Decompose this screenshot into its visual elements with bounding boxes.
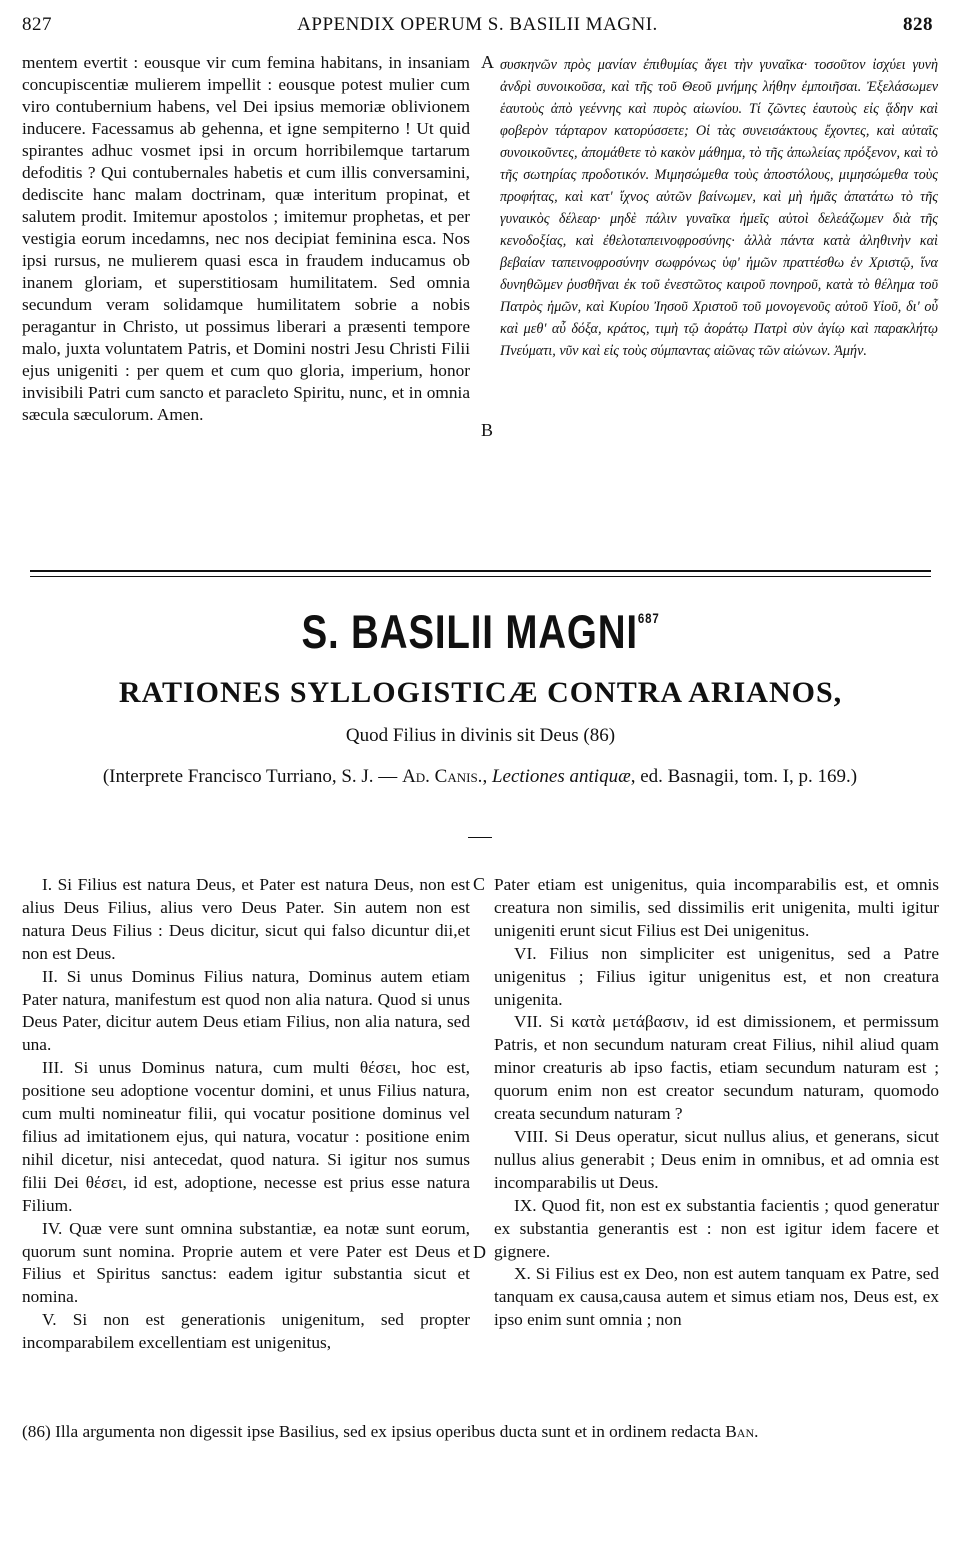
footnote-abbreviation: Ban.: [725, 1422, 759, 1441]
page-number-left: 827: [22, 14, 52, 35]
interp-part-d: Lectiones antiquæ: [491, 766, 631, 787]
short-dash-divider: [468, 837, 492, 838]
work-subtitle-secondary: Quod Filius in divinis sit Deus (86): [345, 725, 616, 746]
margin-marker-d: D: [473, 1242, 486, 1262]
argument-continuation: Pater etiam est unigenitus, quia incomparabilis est, et omnis creatura non similis, sed dissimilis erit unigenita, multi igitur unigeniti erunt sicut Filius est Dei unigenitus.: [494, 875, 939, 940]
margin-marker-c: C: [473, 874, 486, 894]
section-divider-thick: [30, 570, 931, 572]
argument-paragraph: X. Si Filius est ex Deo, non est autem tanquam ex Patre, sed tanquam ex causa,causa autem et simus etiam nos, Deus est, ex ipso enim sunt omnia ; non: [494, 1264, 939, 1330]
footnote: [22, 1421, 937, 1443]
page-header: [22, 14, 933, 40]
argument-paragraph: IV. Quæ vere sunt omnina substantiæ, ea notæ sunt eorum, quorum sunt nomina. Proprie autem et vere Pater est Deus et Filius et Spiritus sanctus: eadem igitur substantia sicut et nomina.: [22, 1218, 470, 1307]
latin-text-column: mentem evertit : eousque vir cum femina habitans, in insaniam concupiscentiæ mulierem impellit : eousque potest mulier cum viro contubernium habens, vel Dei ipsius memoriæ oblivionem inducere. Facessamus ab gehenna, et igne sempiterno ! Ut quid spirantes adhuc vosmet ipsi in orcum horribilemque tartarum defoditis ? Qui contubernales habetis et cum illis conversamini, dediscite hanc malam doctrinam, quæ interitum propinat, et salutem prodit. Imitemur apostolos ; imitemur prophetas, et per vestigia eorum incedamns, nec nos decipiat feminina esca. Nos ipsi rursus, ne mulierem quasi esca in fraudem inducamus ob inanem gloriam, et superstitiosam humilitatem. Sed omnia secundum veram solidamque humilitatem sobrie a nobis peragantur in Christo, ut possimus liberari a præsenti tempore malo, juxta voluntatem Patris, et Domini nostri Jesu Christi Filii ejus unigeniti : per quem et cum quo gloria, imperium, honor invisibili Patri cum sancto et paracleto Spiritu, nunc, et in omnia sæcula sæculorum. Amen.: [22, 53, 470, 424]
work-title-superscript: 687: [637, 610, 660, 626]
page-number-right: 828: [903, 14, 933, 35]
interp-part-a: (Interprete Francisco Turriano, S. J. —: [102, 766, 403, 787]
argument-paragraph: VIII. Si Deus operatur, sicut nullus alius, et generans, sicut nullus alius generabit ; Deus enim in omnibus, et ad omnia est incomparabilis ut Deus.: [494, 1126, 939, 1192]
interp-part-e: , ed. Basnagii, tom. I, p. 169.): [630, 766, 858, 787]
argument-paragraph: VII. Si κατὰ μετάβασιν, id est dimissionem, et permissum Patris, et non secundum naturam creat Filius, nihil aliud quam minor creaturis ab ipso factis, etiam secundum naturam est ; quorum enim non est creator secundum naturam, quomodo creata secundum naturam ?: [494, 1012, 939, 1124]
work-title: [86, 604, 874, 659]
arguments-right-column: [494, 874, 939, 1332]
work-subtitle: RATIONES SYLLOGISTICÆ CONTRA ARIANOS,: [118, 676, 843, 709]
interp-part-c: ,: [482, 766, 492, 787]
interpreter-note: [100, 765, 860, 789]
argument-paragraph: I. Si Filius est natura Deus, et Pater est natura Deus, non est alius Deus Filius, alius vero Deus Pater. Sin autem non est natura Deus Filius : Deus dicitur, sicut qui falso dicuntur dii,et non est Deus.: [22, 875, 470, 963]
section-divider-thin: [30, 576, 931, 577]
argument-paragraph: IX. Quod fit, non est ex substantia facientis ; quod generatur ex substantia generantis est : non est igitur idem facere et gignere.: [494, 1195, 939, 1261]
interp-part-b: Ad. Canis.: [402, 766, 483, 787]
margin-marker-a: A: [481, 52, 494, 72]
arguments-left-column: [22, 874, 470, 1355]
argument-paragraph: II. Si unus Dominus Filius natura, Dominus autem etiam Pater natura, manifestum est quod non alia natura. Quod si unus Deus Pater, dicitur autem Deus etiam Filius, non alia natura, sed una.: [22, 966, 470, 1055]
greek-text-column: συσκηνῶν πρὸς μανίαν ἐπιθυμίας ἄγει τὴν γυναῖκα· τοσοῦτον ἰσχύει γυνὴ ἀνδρὶ συνοικοῦσα, καὶ τῆς τοῦ Θεοῦ μνήμης λήθην ἐμποιῆσαι. Ἐξελάσωμεν ἑαυτοὺς ἀπὸ γεέννης καὶ πυρὸς αἰωνίου. Τί ζῶντες ἑαυτοὺς εἰς ᾅδην καὶ φοβερὸν τάρταρον κατορύσσετε; Οἱ τὰς συνεισάκτους ἔχοντες, καὶ αὐταῖς συνοικοῦντες, ἀπομάθετε τὸ κακὸν μάθημα, τὸ τῆς ἀπωλείας πρόξενον, καὶ τὸ τῆς σωτηρίας προδοτικόν. Μιμησώμεθα τοὺς ἀποστόλους, μιμησώμεθα τοὺς προφήτας, καὶ κατ' ἴχνος αὐτῶν βαίνωμεν, καὶ μὴ ἡμᾶς ἀπατάτω τὸ τῆς γυναικὸς δέλεαρ· μηδὲ πάλιν γυναῖκα ἡμεῖς αὐτοὶ δελεάζωμεν διὰ τῆς κενοδοξίας, καὶ ἐθελοταπεινοφροσύνης· ἀλλὰ πάντα κατὰ ἀληθινὴν καὶ βεβαίαν ταπεινοφροσύνην σωφρόνως ὑφ' ἡμῶν πραττέσθω ἐν Χριστῷ, ἵνα δυνηθῶμεν ῥυσθῆναι ἐκ τοῦ ἐνεστῶτος καιροῦ πονηροῦ, κατὰ τὸ θέλημα τοῦ Πατρὸς ἡμῶν, καὶ Κυρίου Ἰησοῦ Χριστοῦ τοῦ μονογενοῦς αὐτοῦ Υἱοῦ, δι' οὗ καὶ μεθ' αὗ δόξα, κράτος, τιμὴ τῷ ἀοράτῳ Πατρὶ σὺν ἁγίῳ καὶ παρακλήτῳ Πνεύματι, νῦν καὶ εἰς τοὺς σύμπαντας αἰῶνας τῶν αἰώνων. Ἀμήν.: [500, 57, 938, 359]
argument-paragraph: III. Si unus Dominus natura, cum multi θέσει, hoc est, positione seu adoptione vocentur domini, et unus Filius natura, cum multi nomineatur filii, qui vocatur positione dominus vel filius ad imitationem ejus, qui natura, vocatur : positione enim nihil dicetur, nisi antecedat, quod natura. Si igitur nos sumus filii Dei θέσει, id est, adoptione, necesse est prius esse natura Filium.: [22, 1058, 470, 1215]
argument-paragraph: V. Si non est generationis unigenitum, sed propter incomparabilem excellentiam est unigenitus,: [22, 1310, 470, 1353]
margin-marker-b: B: [481, 420, 494, 440]
work-title-text: S. BASILII MAGNI: [301, 605, 638, 658]
running-title: APPENDIX OPERUM S. BASILII MAGNI.: [297, 14, 658, 35]
footnote-text: (86) Illa argumenta non digessit ipse Basilius, sed ex ipsius operibus ducta sunt et in ordinem redacta: [22, 1422, 726, 1441]
argument-paragraph: VI. Filius non simpliciter est unigenitus, sed a Patre unigenitus ; Filius igitur unigenitus est, et non creatura unigenita.: [494, 943, 939, 1009]
